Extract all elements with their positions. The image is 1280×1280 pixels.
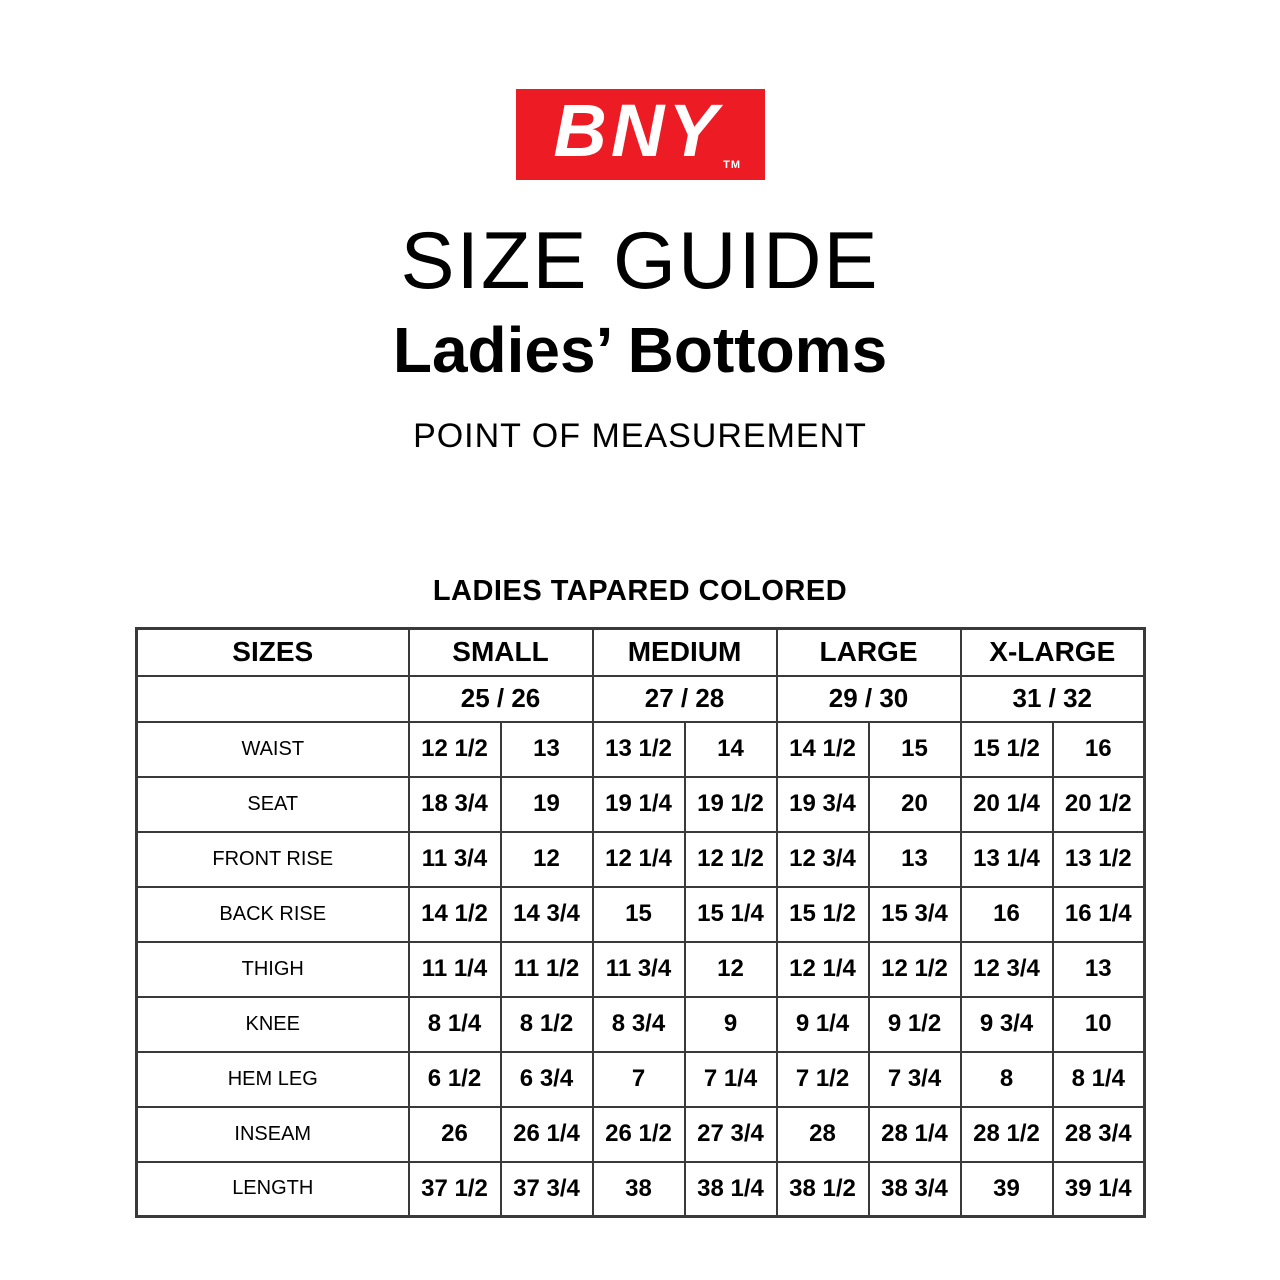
- measurement-value-cell: 28 1/4: [869, 1107, 961, 1162]
- measurement-value-cell: 38 3/4: [869, 1162, 961, 1217]
- measurement-value-cell: 7: [593, 1052, 685, 1107]
- measurement-row-label: INSEAM: [137, 1107, 409, 1162]
- measurement-value-cell: 9 3/4: [961, 997, 1053, 1052]
- measurement-value-cell: 8 1/2: [501, 997, 593, 1052]
- table-row: [137, 997, 1145, 1052]
- measurement-value-cell: 27 3/4: [685, 1107, 777, 1162]
- table-row: [137, 942, 1145, 997]
- table-caption: LADIES TAPARED COLORED: [432, 575, 848, 607]
- measurement-row-label: BACK RISE: [137, 887, 409, 942]
- measurement-value-cell: 16: [1053, 722, 1145, 777]
- measurement-value-cell: 14 1/2: [777, 722, 869, 777]
- measurement-value-cell: 14: [685, 722, 777, 777]
- measurement-value-cell: 38 1/2: [777, 1162, 869, 1217]
- measurement-value-cell: 12 3/4: [961, 942, 1053, 997]
- measurement-row-label: WAIST: [137, 722, 409, 777]
- measurement-value-cell: 15 1/4: [685, 887, 777, 942]
- measurement-value-cell: 12 1/2: [869, 942, 961, 997]
- page-title: SIZE GUIDE: [400, 216, 880, 306]
- measurement-value-cell: 14 3/4: [501, 887, 593, 942]
- measurement-value-cell: 12 1/2: [685, 832, 777, 887]
- measurement-row-label: LENGTH: [137, 1162, 409, 1217]
- measurement-value-cell: 8 1/4: [1053, 1052, 1145, 1107]
- measurement-value-cell: 13: [501, 722, 593, 777]
- table-row: [137, 1162, 1145, 1217]
- measurement-value-cell: 19 1/2: [685, 777, 777, 832]
- table-row: [137, 777, 1145, 832]
- measurement-value-cell: 6 3/4: [501, 1052, 593, 1107]
- measurement-value-cell: 12: [685, 942, 777, 997]
- measurement-value-cell: 12 1/2: [409, 722, 501, 777]
- measurement-value-cell: 28 1/2: [961, 1107, 1053, 1162]
- table-row: [137, 832, 1145, 887]
- measurement-value-cell: 10: [1053, 997, 1145, 1052]
- bny-logo: [516, 89, 765, 180]
- empty-corner-cell: [137, 676, 409, 722]
- measurement-value-cell: 12 3/4: [777, 832, 869, 887]
- size-range-xlarge: 31 / 32: [961, 676, 1145, 722]
- table-row: [137, 887, 1145, 942]
- measurement-value-cell: 14 1/2: [409, 887, 501, 942]
- measurement-value-cell: 12: [501, 832, 593, 887]
- measurement-value-cell: 11 1/2: [501, 942, 593, 997]
- measurement-value-cell: 7 1/4: [685, 1052, 777, 1107]
- measurement-value-cell: 13 1/2: [593, 722, 685, 777]
- measurement-value-cell: 11 3/4: [593, 942, 685, 997]
- measurement-value-cell: 39 1/4: [1053, 1162, 1145, 1217]
- size-range-medium: 27 / 28: [593, 676, 777, 722]
- measurement-row-label: HEM LEG: [137, 1052, 409, 1107]
- measurement-value-cell: 7 1/2: [777, 1052, 869, 1107]
- table-row: [137, 722, 1145, 777]
- table-header-row: [137, 629, 1145, 676]
- measurement-row-label: SEAT: [137, 777, 409, 832]
- measurement-row-label: FRONT RISE: [137, 832, 409, 887]
- measurement-value-cell: 12 1/4: [777, 942, 869, 997]
- size-range-small: 25 / 26: [409, 676, 593, 722]
- measurement-value-cell: 13: [1053, 942, 1145, 997]
- measurement-value-cell: 8: [961, 1052, 1053, 1107]
- measurement-value-cell: 26 1/4: [501, 1107, 593, 1162]
- table-row: [137, 1052, 1145, 1107]
- measurement-row-label: THIGH: [137, 942, 409, 997]
- measurement-value-cell: 8 3/4: [593, 997, 685, 1052]
- measurement-value-cell: 18 3/4: [409, 777, 501, 832]
- measurement-value-cell: 11 1/4: [409, 942, 501, 997]
- size-group-xlarge: X-LARGE: [961, 629, 1145, 676]
- sizes-header-cell: SIZES: [137, 629, 409, 676]
- measurement-value-cell: 6 1/2: [409, 1052, 501, 1107]
- measurement-value-cell: 19 3/4: [777, 777, 869, 832]
- measurement-value-cell: 16 1/4: [1053, 887, 1145, 942]
- size-group-medium: MEDIUM: [593, 629, 777, 676]
- measurement-value-cell: 38: [593, 1162, 685, 1217]
- bny-logo-text: BNY: [553, 88, 722, 172]
- measurement-value-cell: 9: [685, 997, 777, 1052]
- measurement-value-cell: 37 1/2: [409, 1162, 501, 1217]
- measurement-value-cell: 28: [777, 1107, 869, 1162]
- size-group-small: SMALL: [409, 629, 593, 676]
- measurement-value-cell: 19: [501, 777, 593, 832]
- measurement-value-cell: 39: [961, 1162, 1053, 1217]
- measurement-value-cell: 13 1/2: [1053, 832, 1145, 887]
- measurement-value-cell: 20 1/2: [1053, 777, 1145, 832]
- measurement-value-cell: 15: [869, 722, 961, 777]
- measurement-value-cell: 38 1/4: [685, 1162, 777, 1217]
- size-range-large: 29 / 30: [777, 676, 961, 722]
- measurement-value-cell: 8 1/4: [409, 997, 501, 1052]
- size-range-row: [137, 676, 1145, 722]
- measurement-value-cell: 15 1/2: [777, 887, 869, 942]
- measurement-value-cell: 15 1/2: [961, 722, 1053, 777]
- measurement-value-cell: 20 1/4: [961, 777, 1053, 832]
- measurement-value-cell: 12 1/4: [593, 832, 685, 887]
- measurement-value-cell: 9 1/2: [869, 997, 961, 1052]
- measurement-row-label: KNEE: [137, 997, 409, 1052]
- size-group-large: LARGE: [777, 629, 961, 676]
- table-row: [137, 1107, 1145, 1162]
- measurement-value-cell: 15 3/4: [869, 887, 961, 942]
- page-subtitle: Ladies’ Bottoms: [392, 314, 888, 386]
- measurement-value-cell: 9 1/4: [777, 997, 869, 1052]
- measurement-value-cell: 11 3/4: [409, 832, 501, 887]
- measurement-value-cell: 28 3/4: [1053, 1107, 1145, 1162]
- measurement-value-cell: 26 1/2: [593, 1107, 685, 1162]
- point-of-measurement-label: POINT OF MEASUREMENT: [413, 417, 867, 455]
- measurement-value-cell: 26: [409, 1107, 501, 1162]
- measurement-value-cell: 7 3/4: [869, 1052, 961, 1107]
- measurement-value-cell: 13 1/4: [961, 832, 1053, 887]
- measurement-value-cell: 15: [593, 887, 685, 942]
- size-table: [135, 627, 1146, 1218]
- trademark-symbol: TM: [723, 159, 741, 171]
- measurement-value-cell: 13: [869, 832, 961, 887]
- measurement-value-cell: 19 1/4: [593, 777, 685, 832]
- measurement-value-cell: 37 3/4: [501, 1162, 593, 1217]
- measurement-value-cell: 20: [869, 777, 961, 832]
- measurement-value-cell: 16: [961, 887, 1053, 942]
